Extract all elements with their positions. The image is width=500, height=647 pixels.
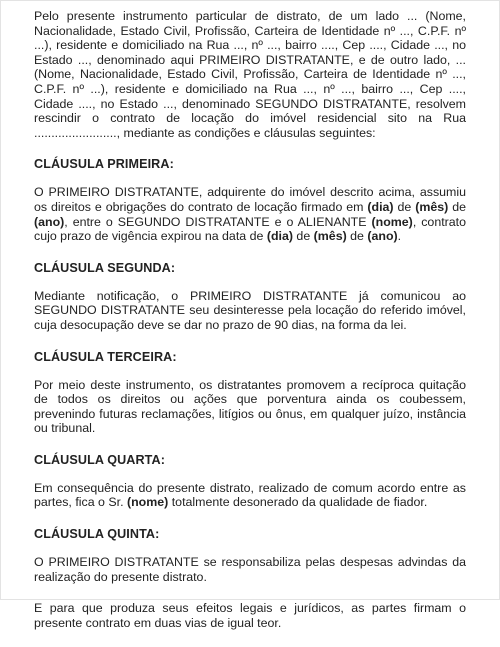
- clause-1-text: [34, 185, 466, 243]
- clause-1-text-part: de: [448, 199, 466, 214]
- clause-4-text: [34, 481, 466, 510]
- clause-1-text-part: , contrato cujo prazo de vigência expirou na data de: [34, 214, 467, 244]
- intro-paragraph: Pelo presente instrumento particular de distrato, de um lado ... (Nome, Nacionalidade, Estado Civil, Profissão, Carteira de Identidade nº ..., C.P.F. nº ...), residente e domiciliado na Rua ..., nº ..., bairro ...., Cep ...., Cidade ..., no Estado ..., denominado aqui PRIMEIRO DISTRATANTE, e de outro lado, ... (Nome, Nacionalidade, Estado Civil, Profissão, Carteira de Identidade nº ..., C.P.F. nº ...), residente e domiciliado na Rua ..., nº ..., bairro ..., Cep ...., Cidade ...., no Estado ..., denominado SEGUNDO DISTRATANTE, resolvem rescindir o contrato de locação do imóvel residencial sito na Rua ........................, mediante as condições e cláusulas seguintes:: [34, 9, 466, 140]
- clause-1-text-part: .: [397, 229, 402, 244]
- document-body: [34, 9, 466, 647]
- clause-3-text: Por meio deste instrumento, os distratantes promovem a recíproca quitação de todos os direitos ou ações que porventura ainda os coubessem, prevenindo futuras reclamações, litígios ou ônus, em qualquer juízo, instância ou tribunal.: [34, 377, 466, 436]
- clause-1-text-part: , entre o SEGUNDO DISTRATANTE e o ALIENANTE: [64, 214, 372, 229]
- clause-4-text-part: totalmente desonerado da qualidade de fiador.: [168, 495, 428, 510]
- clause-3-heading: CLÁUSULA TERCEIRA:: [34, 349, 177, 364]
- clause-1-text-part: O PRIMEIRO DISTRATANTE, adquirente do imóvel descrito acima, assumiu os direitos e obrigações do contrato de locação firmado em: [34, 185, 466, 214]
- date-month-placeholder: (mês): [415, 199, 449, 214]
- clause-1-heading: CLÁUSULA PRIMEIRA:: [34, 157, 174, 172]
- expiry-month-placeholder: (mês): [313, 229, 347, 244]
- clause-2-text: Mediante notificação, o PRIMEIRO DISTRATANTE já comunicou ao SEGUNDO DISTRATANTE seu desinteresse pela locação do referido imóvel, cuja desocupação deve se dar no prazo de 90 dias, na forma da lei.: [34, 288, 466, 332]
- clause-1-text-part: de: [292, 229, 314, 244]
- date-day-placeholder: (dia): [367, 199, 394, 214]
- clause-2-heading: CLÁUSULA SEGUNDA:: [34, 260, 176, 275]
- alienante-name-placeholder: (nome): [371, 214, 413, 229]
- clause-4-heading: CLÁUSULA QUARTA:: [34, 452, 166, 467]
- date-year-placeholder: (ano): [34, 214, 65, 229]
- clause-1-text-part: de: [393, 199, 416, 214]
- clause-5-text: O PRIMEIRO DISTRATANTE se responsabiliza pelas despesas advindas da realização do presente distrato.: [34, 555, 466, 584]
- expiry-day-placeholder: (dia): [266, 229, 293, 244]
- clause-1-text-part: de: [346, 229, 368, 244]
- clause-5-heading: CLÁUSULA QUINTA:: [34, 527, 160, 542]
- fiador-name-placeholder: (nome): [126, 495, 169, 510]
- expiry-year-placeholder: (ano): [367, 229, 398, 244]
- closing-paragraph: E para que produza seus efeitos legais e jurídicos, as partes firmam o presente contrato em duas vias de igual teor.: [34, 601, 466, 630]
- clause-4-text-part: Em consequência do presente distrato, realizado de comum acordo entre as partes, fica o Sr.: [34, 480, 466, 510]
